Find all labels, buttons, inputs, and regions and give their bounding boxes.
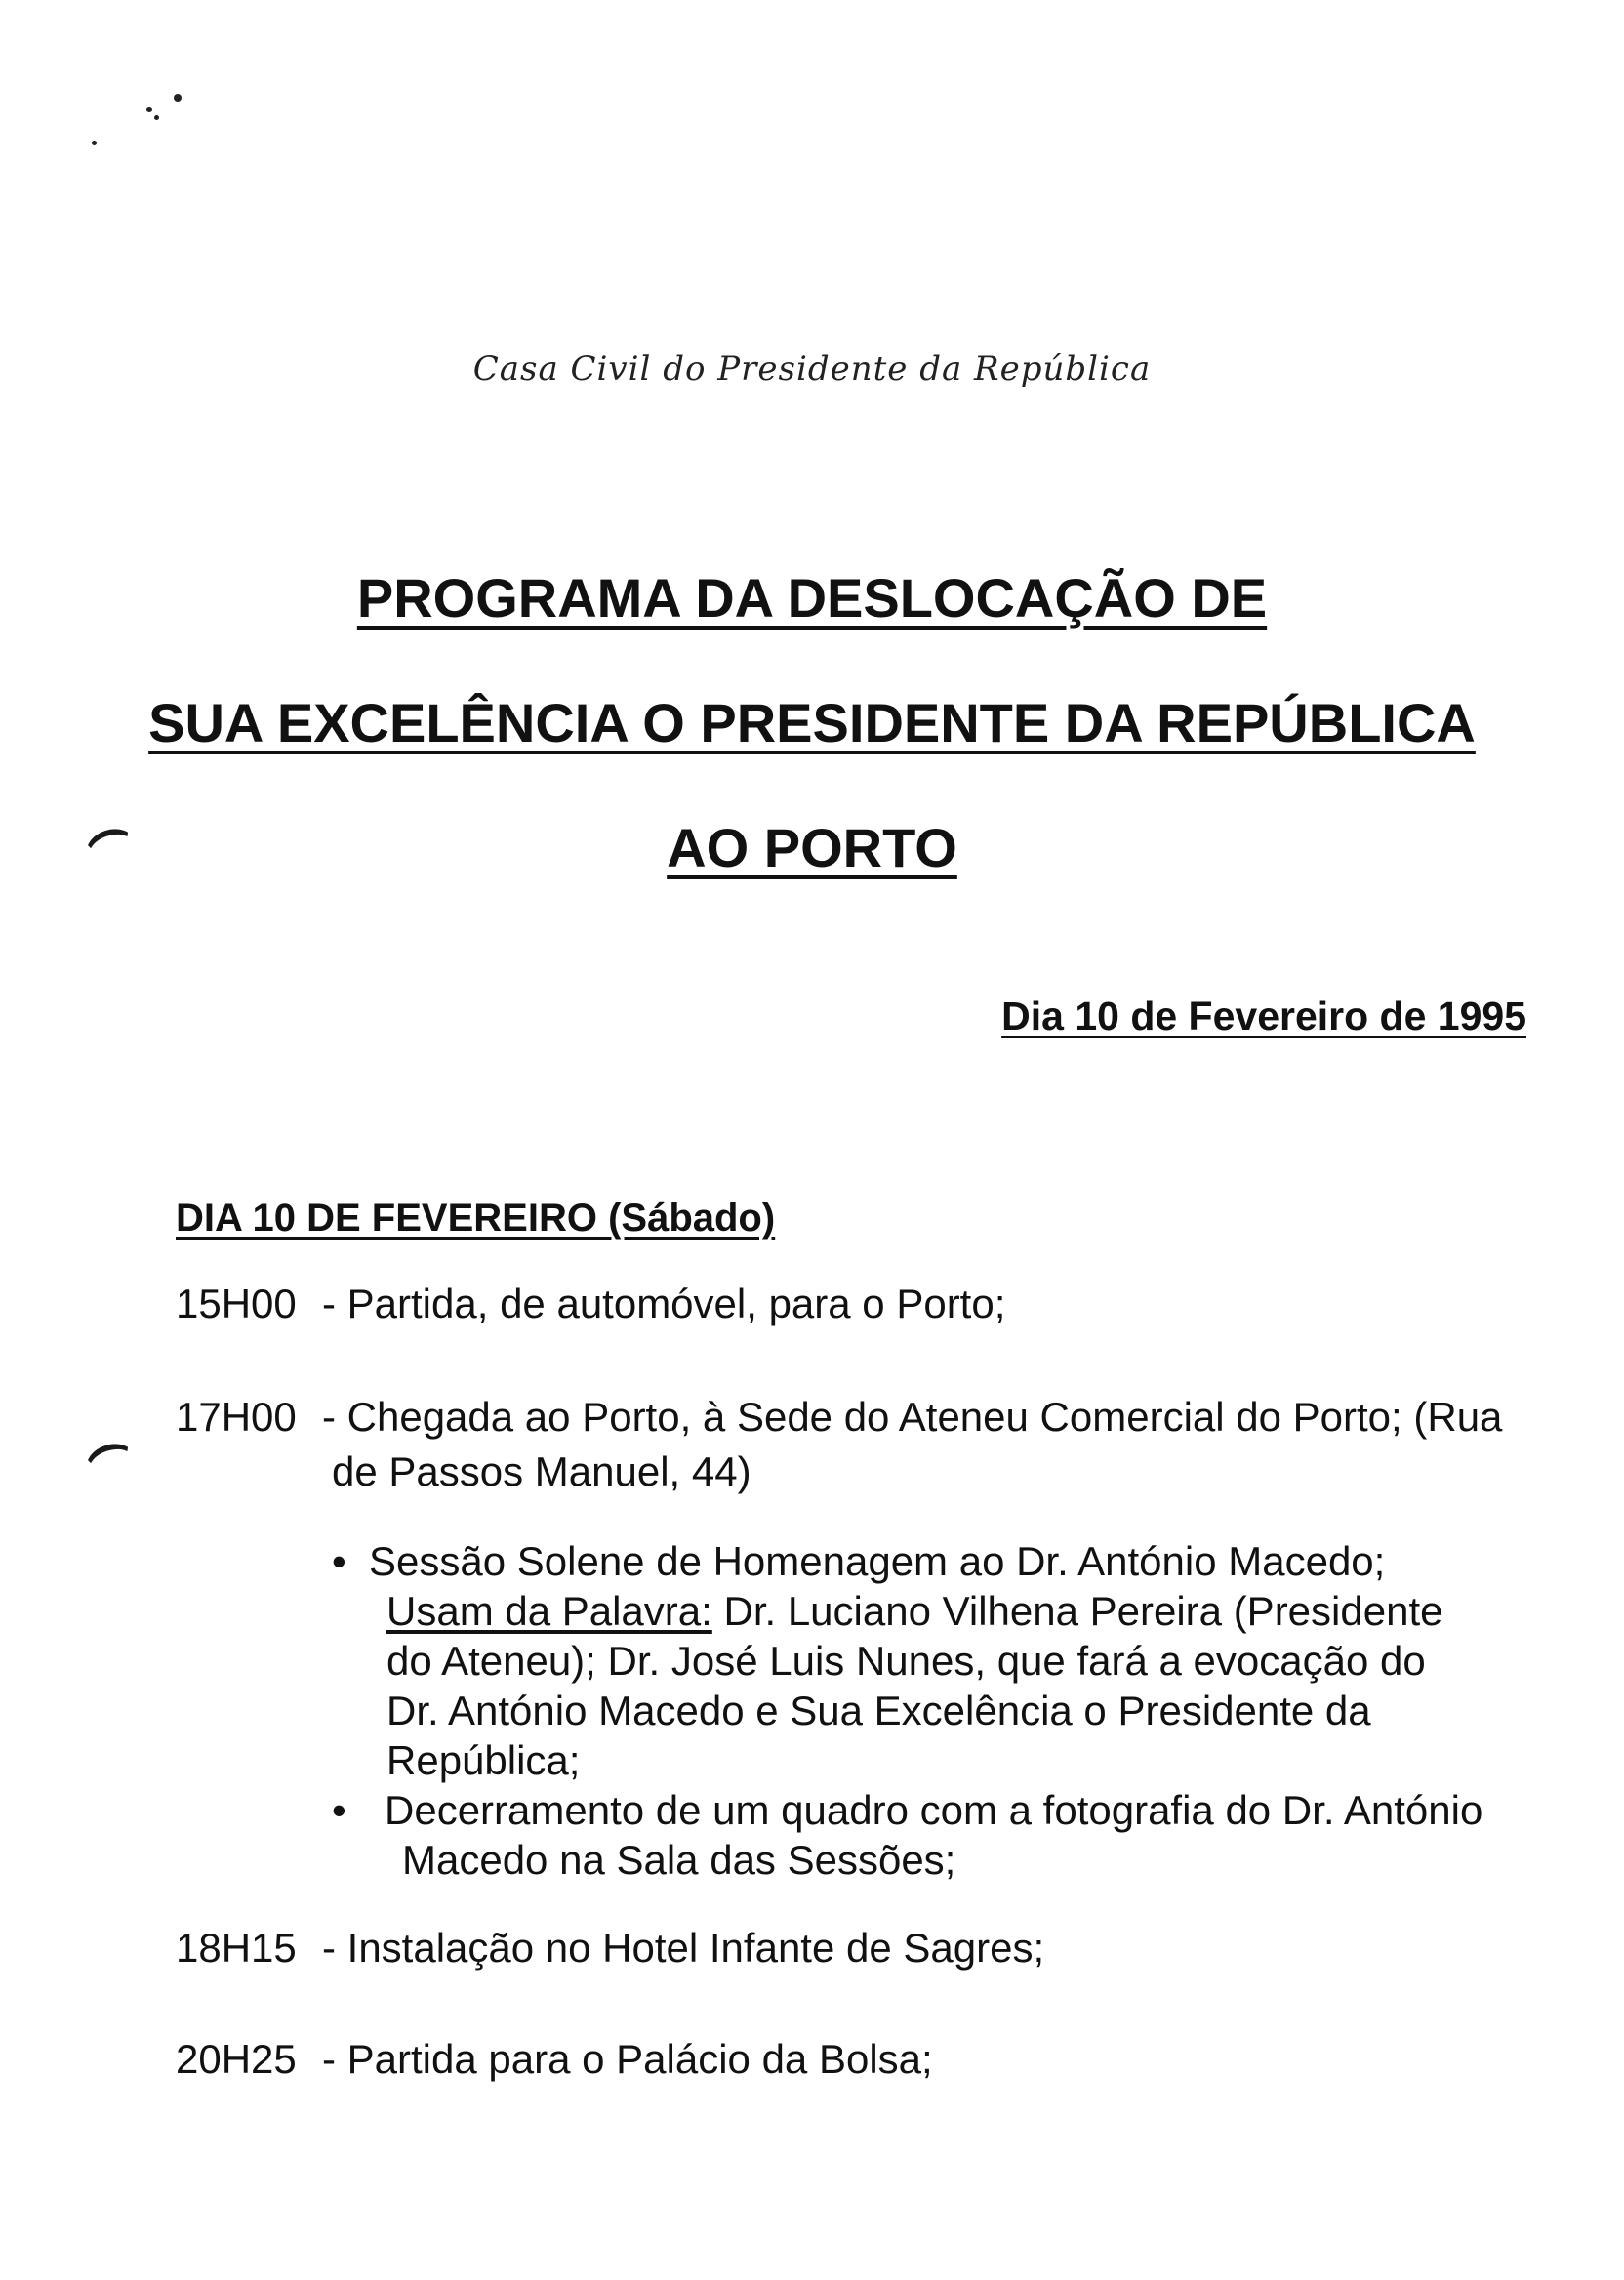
scan-speck xyxy=(174,94,182,102)
title-line-2: SUA EXCELÊNCIA O PRESIDENTE DA REPÚBLICA xyxy=(148,692,1476,753)
scan-speck xyxy=(154,115,159,120)
entry-time: 18H15 xyxy=(176,1925,297,1971)
bullet-line xyxy=(369,1586,1532,1636)
scan-speck xyxy=(92,141,97,145)
title-line-1: PROGRAMA DA DESLOCAÇÃO DE xyxy=(356,567,1268,629)
schedule-entry xyxy=(176,1921,1522,1975)
speakers-label: Usam da Palavra: xyxy=(386,1588,712,1634)
bullet-line: Dr. António Macedo e Sua Excelência o Presidente da xyxy=(386,1688,1371,1733)
list-item xyxy=(332,1785,1532,1885)
entry-text-continuation: de Passos Manuel, 44) xyxy=(332,1448,751,1494)
letterhead: Casa Civil do Presidente da República xyxy=(472,349,1152,388)
schedule-entry xyxy=(176,1390,1522,1499)
schedule-entry xyxy=(176,2032,1522,2087)
speakers-text: Dr. Luciano Vilhena Pereira (Presidente xyxy=(711,1588,1443,1634)
bullet-line: do Ateneu); Dr. José Luis Nunes, que fará a evocação do xyxy=(386,1638,1426,1684)
entry-time: 15H00 xyxy=(176,1281,297,1326)
bullet-line: Sessão Solene de Homenagem ao Dr. António Macedo; xyxy=(369,1538,1386,1584)
list-item xyxy=(332,1536,1532,1785)
bullet-icon: • xyxy=(332,1787,346,1833)
entry-text: - Partida, de automóvel, para o Porto; xyxy=(322,1281,1006,1326)
scan-speck xyxy=(146,107,152,112)
bullet-line: República; xyxy=(386,1737,581,1783)
entry-time: 17H00 xyxy=(176,1394,297,1440)
title-line-3: AO PORTO xyxy=(667,817,957,878)
bullet-line: Decerramento de um quadro com a fotografia do Dr. António xyxy=(385,1787,1483,1833)
entry-text: - Instalação no Hotel Infante de Sagres; xyxy=(322,1925,1045,1971)
schedule-entry xyxy=(176,1277,1522,1331)
entry-text: - Chegada ao Porto, à Sede do Ateneu Comercial do Porto; (Rua xyxy=(322,1394,1503,1440)
day-heading: DIA 10 DE FEVEREIRO (Sábado) xyxy=(176,1197,776,1240)
document-date: Dia 10 de Fevereiro de 1995 xyxy=(1001,994,1526,1038)
punch-hole-mark xyxy=(81,1438,142,1490)
entry-text: - Partida para o Palácio da Bolsa; xyxy=(322,2036,933,2082)
bullet-line: Macedo na Sala das Sessões; xyxy=(402,1837,956,1883)
bullet-icon: • xyxy=(332,1538,346,1584)
session-details-list xyxy=(332,1536,1532,1885)
entry-time: 20H25 xyxy=(176,2036,297,2082)
